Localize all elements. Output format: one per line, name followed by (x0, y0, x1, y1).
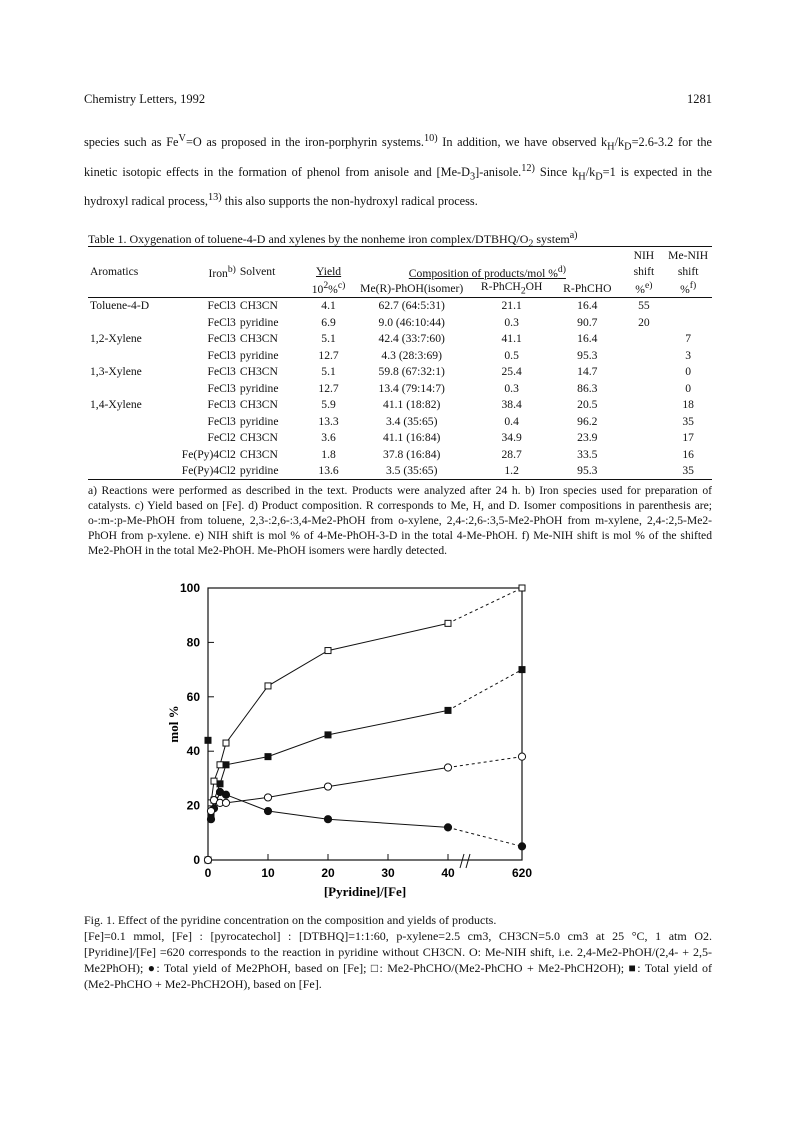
table-cell-yi: 5.1 (321, 365, 336, 379)
data-point (325, 732, 331, 738)
data-point (444, 824, 451, 831)
menih-header: Me-NIH (668, 248, 709, 262)
data-point (445, 707, 451, 713)
iron-header: Iron$^{b)}$ (208, 263, 236, 280)
data-point (204, 856, 211, 863)
table-cell-yi: 13.6 (306, 463, 351, 480)
table-cell-mn (664, 297, 712, 314)
table-cell-rh: 90.7 (577, 315, 598, 329)
table-cell-so: pyridine (239, 381, 279, 395)
table-row (88, 364, 712, 381)
table-row (88, 347, 712, 364)
table-cell-mn: 3 (685, 348, 692, 362)
data-point (217, 762, 223, 768)
data-point (222, 799, 229, 806)
nih-header: NIH (633, 248, 655, 262)
table-cell-rc: 0.4 (504, 414, 519, 428)
data-point (519, 585, 525, 591)
table-cell-ni (624, 364, 665, 381)
figure-caption-line: [Fe]=0.1 mmol, [Fe] : [pyrocatechol] : [DTBHQ]=1:1:60, p-xylene=2.5 cm3, CH3CN=5.0 cm3 at 25 °C, 1 atm O2. [Pyridine]/[Fe] =620 corresponds to the reaction in pyridine without CH3CN. O: Me-NIH shift, i.e. 2,4-Me2-PhOH/(2,4- + 2,5-Me2PhOH); ●: Total yield of Me2PhOH, based on [Fe]; □: Me2-PhCHO/(Me2-PhCHO + Me2-PhCH2OH); ■: Total yield of (Me2-PhCHO + Me2-PhCH2OH), based on [Fe]. (84, 929, 712, 991)
series-dashed-line (448, 670, 522, 711)
table-cell-ar (88, 413, 180, 430)
table-cell-ni (624, 347, 665, 364)
data-point (223, 762, 229, 768)
table-cell-fe: FeCl3 (207, 414, 236, 428)
table-cell-rh: 95.3 (551, 463, 623, 480)
data-point (324, 816, 331, 823)
table-cell-rh: 20.5 (577, 398, 598, 412)
data-point (211, 778, 217, 784)
table-cell-me: 59.8 (67:32:1) (378, 365, 445, 379)
table-cell-rc: 41.1 (501, 332, 522, 346)
table-row (88, 446, 712, 463)
table-cell-me: 3.5 (35:65) (351, 463, 472, 480)
table-cell-mn: 0 (685, 381, 692, 395)
table-cell-rc: 0.3 (504, 381, 519, 395)
data-point (207, 807, 214, 814)
table-row (88, 463, 712, 480)
table-cell-yi: 3.6 (321, 431, 336, 445)
solvent-header: Solvent (239, 265, 276, 279)
table-cell-ni (624, 430, 665, 447)
series-dashed-line (448, 588, 522, 623)
table-cell-yi: 5.9 (321, 398, 336, 412)
table-cell-fe: Fe(Py)4Cl2 (180, 463, 238, 480)
table-cell-ar (88, 463, 180, 480)
table-cell-fe: FeCl3 (207, 348, 236, 362)
table-caption: Table 1. Oxygenation of toluene-4-D and xylenes by the nonheme iron complex/$DTBHQ/O_2$ system$^{a)}$ (88, 230, 578, 250)
composition-header: Composition of products/mol %$^{d)}$ (408, 263, 566, 280)
table-cell-so: CH3CN (239, 447, 278, 461)
table-cell-so: CH3CN (239, 398, 278, 412)
journal-name: Chemistry Letters, 1992 (84, 92, 206, 106)
x-tick-label: 0 (204, 866, 212, 880)
table-cell-ni (624, 397, 665, 414)
table-cell-rc: 21.1 (501, 299, 522, 313)
data-point (205, 737, 211, 743)
y-axis-label: mol % (166, 705, 181, 743)
table-cell-yi: 12.7 (318, 348, 339, 362)
table-cell-fe: FeCl3 (207, 381, 236, 395)
table-row (88, 413, 712, 430)
x-tick-label: 30 (381, 866, 395, 880)
table-cell-fe: FeCl2 (207, 431, 236, 445)
data-point (223, 740, 229, 746)
table-cell-rh: 23.9 (577, 431, 598, 445)
table-cell-me: 41.1 (18:82) (383, 398, 441, 412)
table-cell-yi: 6.9 (321, 315, 336, 329)
table-cell-rh: 16.4 (577, 299, 598, 313)
table-row (88, 397, 712, 414)
table-cell-ar (88, 347, 180, 364)
table-cell-me: 62.7 (64:5:31) (378, 299, 445, 313)
y-tick-label: 60 (186, 689, 200, 704)
table-cell-fe: FeCl3 (207, 365, 236, 379)
table-cell-ar (88, 380, 180, 397)
y-tick-label: 20 (186, 798, 200, 813)
table-row (88, 331, 712, 348)
x-tick-label: 40 (441, 866, 455, 880)
data-point (265, 683, 271, 689)
table-cell-me: 42.4 (33:7:60) (378, 332, 445, 346)
yield-header: Yield (315, 265, 342, 279)
r-ch2oh-header: R-PhCH$_2$OH (472, 280, 551, 297)
data-point (518, 753, 525, 760)
aromatics-header: Aromatics (90, 265, 139, 279)
table-cell-so: CH3CN (239, 332, 278, 346)
me-r-header: Me(R)-PhOH(isomer) (351, 280, 472, 297)
table-row (88, 380, 712, 397)
table-cell-ni (624, 413, 665, 430)
table-cell-so: pyridine (239, 414, 279, 428)
table-cell-rc: 0.5 (504, 348, 519, 362)
table-cell-rh: 33.5 (577, 447, 598, 461)
table-row (88, 297, 712, 314)
table-cell-me: 37.8 (16:84) (383, 447, 441, 461)
x-axis-label: [Pyridine]/[Fe] (323, 884, 407, 899)
table-cell-ni (624, 331, 665, 348)
table-cell-ar (88, 430, 180, 447)
table-cell-mn: 18 (682, 398, 694, 412)
results-table: NIH Me-NIH Aromatics Iron$^{b)}$ Solvent Yield Composition of products/mol %$^{d)}$ shift shift $10^2\%^{c)}$ Me(R)-PhOH(isomer) R-PhCH$_2$OH R-PhCHO %$^{e)}$ %$^{f)}$ Toluene-4-D FeCl3 CH3CN 4.1 62.7 (64:5:31) 21.1 16.4 55 FeCl3 pyridine 6.9 9.0 (46:10:44) 0.3 90.7 20 1,2-Xylene FeCl3 CH3CN 5.1 42.4 (33:7:60) 41.1 16.4 7 FeCl3 pyridine 12.7 4.3 (28:3:69) 0.5 95.3 3 1,3-Xylene FeCl3 CH3CN 5.1 59.8 (67:32:1) 25.4 14.7 0 FeCl3 pyridine 12.7 13.4 (79:14:7) 0.3 86.3 0 1,4-Xylene FeCl3 CH3CN 5.9 41.1 (18:82) 38.4 20.5 18 FeCl3 pyridine 13.3 3.4 (35:65) 0.4 96.2 35 FeCl2 CH3CN 3.6 41.1 (16:84) 34.9 23.9 17 Fe(Py)4Cl2 CH3CN 1.8 37.8 (16:84) 28.7 33.5 16 Fe(Py)4Cl2 pyridine 13.6 3.5 (35:65) 1.2 95.3 35 (88, 246, 712, 480)
table-cell-mn: 17 (682, 431, 694, 445)
x-tick-label: 10 (261, 866, 275, 880)
table-cell-fe: FeCl3 (207, 398, 236, 412)
r-cho-header: R-PhCHO (551, 280, 623, 297)
table-cell-rh: 14.7 (577, 365, 598, 379)
table-cell-rc: 0.3 (504, 315, 519, 329)
table-cell-ar (88, 314, 180, 331)
axis-break-mark (460, 854, 470, 868)
table-row (88, 430, 712, 447)
table-cell-yi: 4.1 (321, 299, 336, 313)
y-tick-label: 80 (186, 635, 200, 650)
table-cell-ni (624, 380, 665, 397)
plot-frame (208, 588, 522, 860)
data-point (264, 807, 271, 814)
table-cell-ni: 20 (638, 315, 650, 329)
table-footnotes: a) Reactions were performed as described in the text. Products were analyzed after 24 h. b) Iron species used for preparation of catalysts. c) Yield based on [Fe]. d) Product composition. R corresponds to Me, H, and D. Isomer compositions in parenthesis are; o-:m-:p-Me-PhOH from toluene, 2,3-:2,6-:3,4-Me2-PhOH from o-xylene, 2,4-:2,6-:3,5-Me2-PhOH from m-xylene, 2,4-:2,5-Me2-PhOH from p-xylene. e) NIH shift is mol % of 4-Me-PhOH-3-D in the total 4-Me-PhOH. f) Me-NIH shift is mol % of the shifted Me2-PhOH in the total Me2-PhOH. Me-PhOH isomers were hardly detected. (88, 484, 712, 557)
table-cell-me: 9.0 (46:10:44) (378, 315, 445, 329)
data-point (445, 620, 451, 626)
table-cell-rh: 95.3 (577, 348, 598, 362)
table-cell-ar: 1,3-Xylene (90, 365, 142, 379)
pyridine-chart (160, 578, 540, 900)
table-cell-ni (624, 463, 665, 480)
table-cell-so: pyridine (239, 348, 279, 362)
data-point (217, 781, 223, 787)
table-cell-yi: 5.1 (321, 332, 336, 346)
table-cell-rc: 38.4 (501, 398, 522, 412)
table-cell-fe: Fe(Py)4Cl2 (181, 447, 236, 461)
x-tick-label: 620 (511, 866, 533, 880)
table-cell-me: 13.4 (79:14:7) (378, 381, 445, 395)
table-cell-mn: 35 (682, 414, 694, 428)
y-tick-label: 100 (179, 581, 200, 595)
body-paragraph: species such as $Fe^V=O$ as proposed in the iron-porphyrin systems.$^{10)}$ In addition, we have observed $k_H/k_D=2.6-3.2$ for the kinetic isotopic effects in the formation of phenol from anisole and $[Me-D_3]-anisole.^{12)}$ Since $k_H/k_D=1$ is expected in the hydroxyl radical process,$^{13)}$ this also supports the non-hydroxyl radical process. (84, 133, 712, 209)
data-point (325, 648, 331, 654)
yield-unit: $10^2\%^{c)}$ (306, 280, 351, 297)
series-dashed-line (448, 757, 522, 768)
table-cell-so: CH3CN (239, 365, 278, 379)
table-cell-me: 3.4 (35:65) (385, 414, 438, 428)
table-cell-fe: FeCl3 (207, 332, 236, 346)
table-cell-mn (664, 314, 712, 331)
table-cell-rh: 96.2 (577, 414, 598, 428)
y-tick-label: 0 (193, 853, 200, 867)
x-tick-label: 20 (321, 866, 335, 880)
series-dashed-line (448, 827, 522, 846)
figure-caption (84, 912, 712, 992)
table-cell-rc: 28.7 (501, 447, 522, 461)
data-point (324, 783, 331, 790)
table-cell-fe: FeCl3 (207, 299, 236, 313)
data-point (222, 791, 229, 798)
table-cell-rc: 34.9 (501, 431, 522, 445)
table-cell-mn: 16 (682, 447, 694, 461)
table-cell-yi: 13.3 (318, 414, 339, 428)
page-number: 1281 (687, 92, 712, 106)
table-cell-rc: 1.2 (472, 463, 551, 480)
table-cell-mn: 0 (685, 365, 692, 379)
table-cell-so: CH3CN (239, 299, 278, 313)
data-point (519, 667, 525, 673)
table-cell-mn: 35 (664, 463, 712, 480)
data-point (265, 754, 271, 760)
table-cell-ar: 1,4-Xylene (90, 398, 142, 412)
data-point (264, 794, 271, 801)
table-cell-so: pyridine (239, 315, 279, 329)
table-cell-ni (624, 446, 665, 463)
table-cell-me: 4.3 (28:3:69) (381, 348, 442, 362)
table-cell-ar (88, 446, 180, 463)
table-cell-rc: 25.4 (501, 365, 522, 379)
table-cell-me: 41.1 (16:84) (383, 431, 441, 445)
table-cell-ar: Toluene-4-D (90, 299, 150, 313)
table-cell-ni: 55 (638, 299, 650, 313)
table-cell-yi: 12.7 (318, 381, 339, 395)
data-point (518, 843, 525, 850)
table-cell-fe: FeCl3 (207, 315, 236, 329)
table-cell-rh: 86.3 (577, 381, 598, 395)
table-row (88, 314, 712, 331)
data-point (444, 764, 451, 771)
figure-caption-line: Fig. 1. Effect of the pyridine concentration on the composition and yields of products. (84, 913, 497, 927)
table-cell-rh: 16.4 (577, 332, 598, 346)
table-cell-ar: 1,2-Xylene (90, 332, 142, 346)
y-tick-label: 40 (186, 744, 200, 759)
table-cell-yi: 1.8 (321, 447, 336, 461)
table-cell-so: CH3CN (239, 431, 278, 445)
table-cell-mn: 7 (685, 332, 692, 346)
table-cell-so: pyridine (238, 463, 306, 480)
